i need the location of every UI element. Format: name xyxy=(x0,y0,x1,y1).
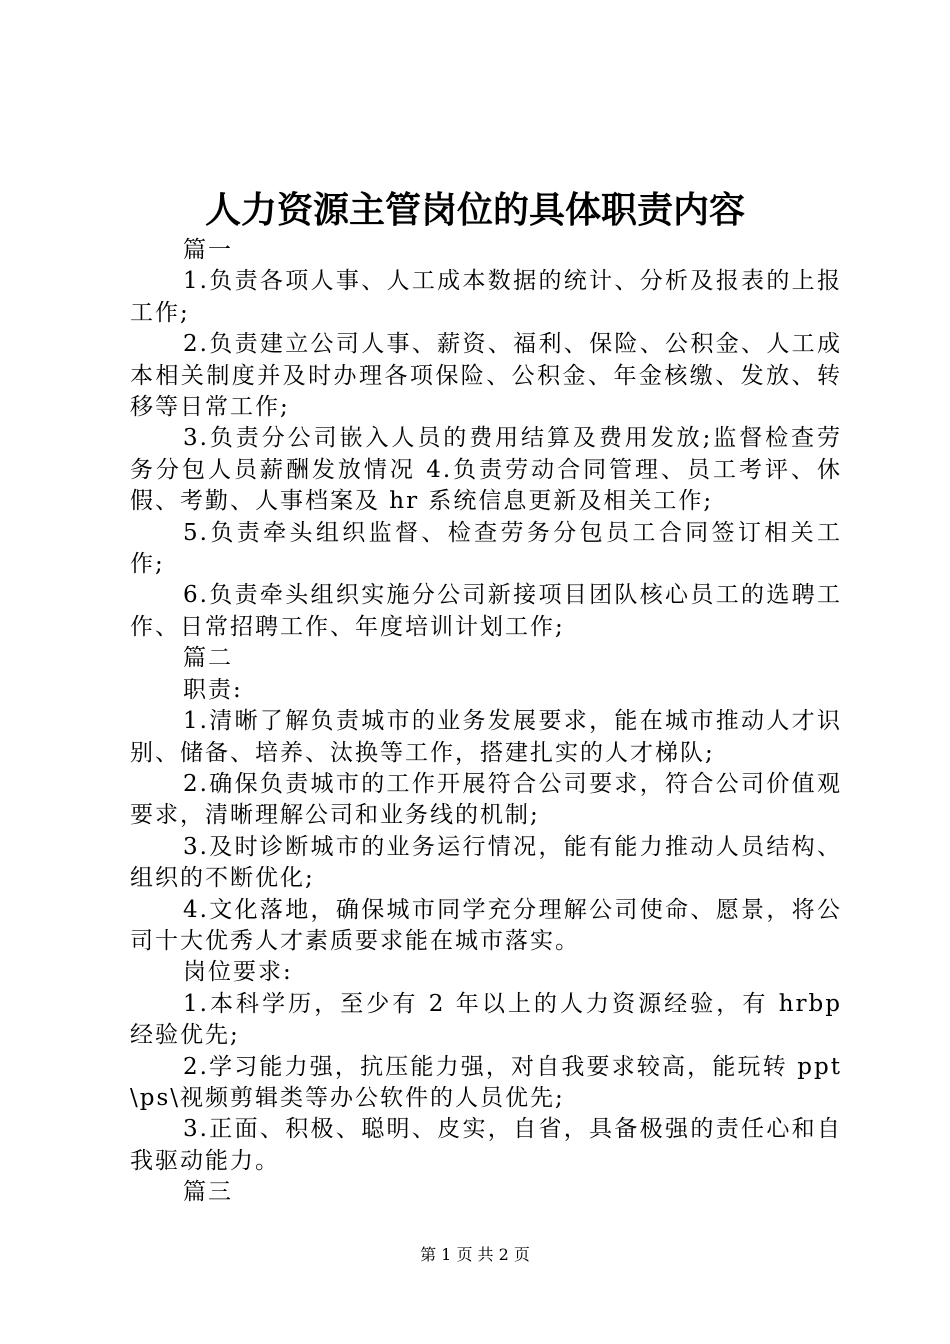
paragraph-3: 3.负责分公司嵌入人员的费用结算及费用发放;监督检查劳务分包人员薪酬发放情况 4.负责劳动合同管理、员工考评、休假、考勤、人事档案及 hr 系统信息更新及相关工作; xyxy=(130,425,842,515)
subheading-requirements: 岗位要求: xyxy=(183,959,293,986)
paragraph-7: 2.确保负责城市的工作开展符合公司要求，符合公司价值观要求，清晰理解公司和业务线的机制; xyxy=(130,770,842,829)
document-title: 人力资源主管岗位的具体职责内容 xyxy=(204,189,745,231)
section-heading-1: 篇一 xyxy=(183,237,233,263)
paragraph-9: 4.文化落地，确保城市同学充分理解公司使命、愿景，将公司十大优秀人才素质要求能在城市落实。 xyxy=(130,896,842,954)
document-body xyxy=(130,235,842,1209)
paragraph-8: 3.及时诊断城市的业务运行情况，能有能力推动人员结构、组织的不断优化; xyxy=(130,833,842,892)
paragraph-6: 1.清晰了解负责城市的业务发展要求，能在城市推动人才识别、储备、培养、汰换等工作，搭建扎实的人才梯队; xyxy=(130,708,842,766)
page-footer: 第 1 页 共 2 页 xyxy=(420,1245,530,1264)
subheading-duties: 职责: xyxy=(183,676,243,703)
paragraph-11: 2.学习能力强，抗压能力强，对自我要求较高，能玩转 ppt\ps\视频剪辑类等办公软件的人员优先; xyxy=(130,1053,842,1111)
paragraph-10: 1.本科学历，至少有 2 年以上的人力资源经验，有 hrbp 经验优先; xyxy=(130,990,842,1049)
section-heading-2: 篇二 xyxy=(183,645,233,672)
paragraph-2: 2.负责建立公司人事、薪资、福利、保险、公积金、人工成本相关制度并及时办理各项保险、公积金、年金核缴、发放、转移等日常工作; xyxy=(130,331,842,421)
paragraph-12: 3.正面、积极、聪明、皮实，自省，具备极强的责任心和自我驱动能力。 xyxy=(130,1116,842,1174)
paragraph-1: 1.负责各项人事、人工成本数据的统计、分析及报表的上报工作; xyxy=(130,268,842,326)
paragraph-5: 6.负责牵头组织实施分公司新接项目团队核心员工的选聘工作、日常招聘工作、年度培训计划工作; xyxy=(130,582,842,640)
section-heading-3: 篇三 xyxy=(183,1179,233,1206)
paragraph-4: 5.负责牵头组织监督、检查劳务分包员工合同签订相关工作; xyxy=(130,519,842,578)
